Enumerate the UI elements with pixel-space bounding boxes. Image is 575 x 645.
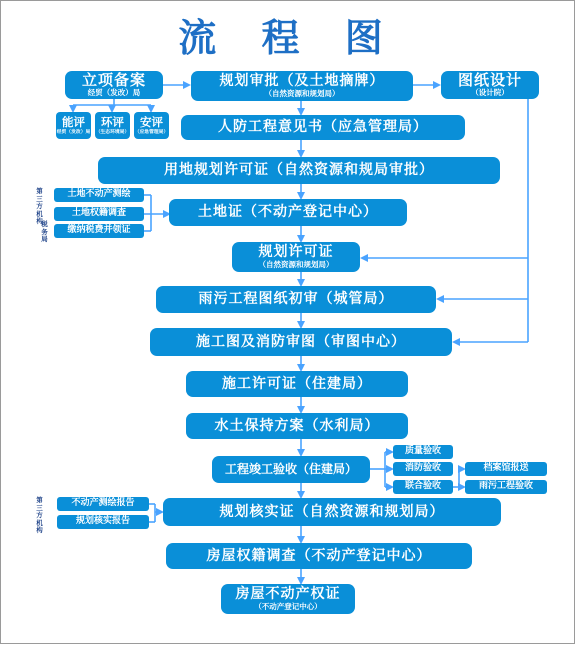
node-fangwuquanji: 房屋权籍调查（不动产登记中心） <box>166 543 472 569</box>
node-tuzhi-sub: （设计院） <box>471 88 509 98</box>
node-quanzheng <box>221 584 355 614</box>
node-hesibaogao: 规划核实报告 <box>57 515 149 529</box>
node-xiaofang: 消防验收 <box>393 462 453 476</box>
node-nengping-label: 能评 <box>62 115 85 130</box>
side-label-third-party-1: 第 三 方 机 构 <box>36 187 43 225</box>
node-danganguan: 档案馆报送 <box>465 462 547 476</box>
node-yuwujungong: 雨污工程验收 <box>465 480 547 494</box>
node-cehuibaogao: 不动产测绘报告 <box>57 497 149 511</box>
node-guihuaxuke <box>232 242 360 272</box>
node-shuitu: 水土保持方案（水利局） <box>186 413 408 439</box>
side-label-third-party-2: 第 三 方 机 构 <box>36 496 43 534</box>
side-label-tax-bureau: 税 务 局 <box>41 220 48 243</box>
node-nengping <box>56 112 91 139</box>
node-anping-sub: （应急管理局） <box>134 129 169 135</box>
node-guihuaxuke-sub: （自然资源和规划局） <box>258 259 334 269</box>
node-quanzheng-label: 房屋不动产权证 <box>235 586 341 603</box>
node-huanping-label: 环评 <box>101 115 124 130</box>
node-jungong: 工程竣工验收（住建局） <box>212 456 370 483</box>
node-lianhe: 联合验收 <box>393 480 453 494</box>
node-anping-label: 安评 <box>140 115 163 130</box>
node-quanzheng-sub: （不动产登记中心） <box>254 601 322 611</box>
page-title: 流 程 图 <box>178 16 399 60</box>
node-yuwu: 雨污工程图纸初审（城管局） <box>156 286 436 313</box>
node-anping <box>134 112 169 139</box>
node-tuzhi-label: 图纸设计 <box>457 71 522 89</box>
node-zhiliang: 质量验收 <box>393 445 453 459</box>
node-jiaona: 缴纳税费并领证 <box>54 224 144 238</box>
node-tuzhi <box>441 71 539 99</box>
node-yongdi: 用地规划许可证（自然资源和规局审批） <box>98 157 500 184</box>
node-tudizheng: 土地证（不动产登记中心） <box>169 199 407 226</box>
node-guihuaxuke-label: 规划许可证 <box>258 244 334 261</box>
node-lixiang-sub: 经贸（发改）局 <box>87 88 141 98</box>
node-nengping-sub: 经贸（发改）局 <box>56 129 91 135</box>
node-lixiang-label: 立项备案 <box>81 71 146 89</box>
node-tudimapping: 土地不动产测绘 <box>54 188 144 202</box>
node-hesizheng: 规划核实证（自然资源和规划局） <box>163 498 501 526</box>
node-guihuashenpi-label: 规划审批（及土地摘牌） <box>219 73 385 90</box>
node-lixiang <box>65 71 163 99</box>
node-shigongxuke: 施工许可证（住建局） <box>186 371 408 397</box>
node-renfang: 人防工程意见书（应急管理局） <box>181 115 465 140</box>
node-guihuashenpi <box>191 71 413 101</box>
node-shigongtu: 施工图及消防审图（审图中心） <box>150 328 452 356</box>
node-huanping <box>95 112 130 139</box>
node-tudiquanji: 土地权籍调查 <box>54 207 144 221</box>
node-huanping-sub: （生态环境局） <box>95 129 130 135</box>
node-guihuashenpi-sub: （自然资源和规划局） <box>264 88 340 98</box>
